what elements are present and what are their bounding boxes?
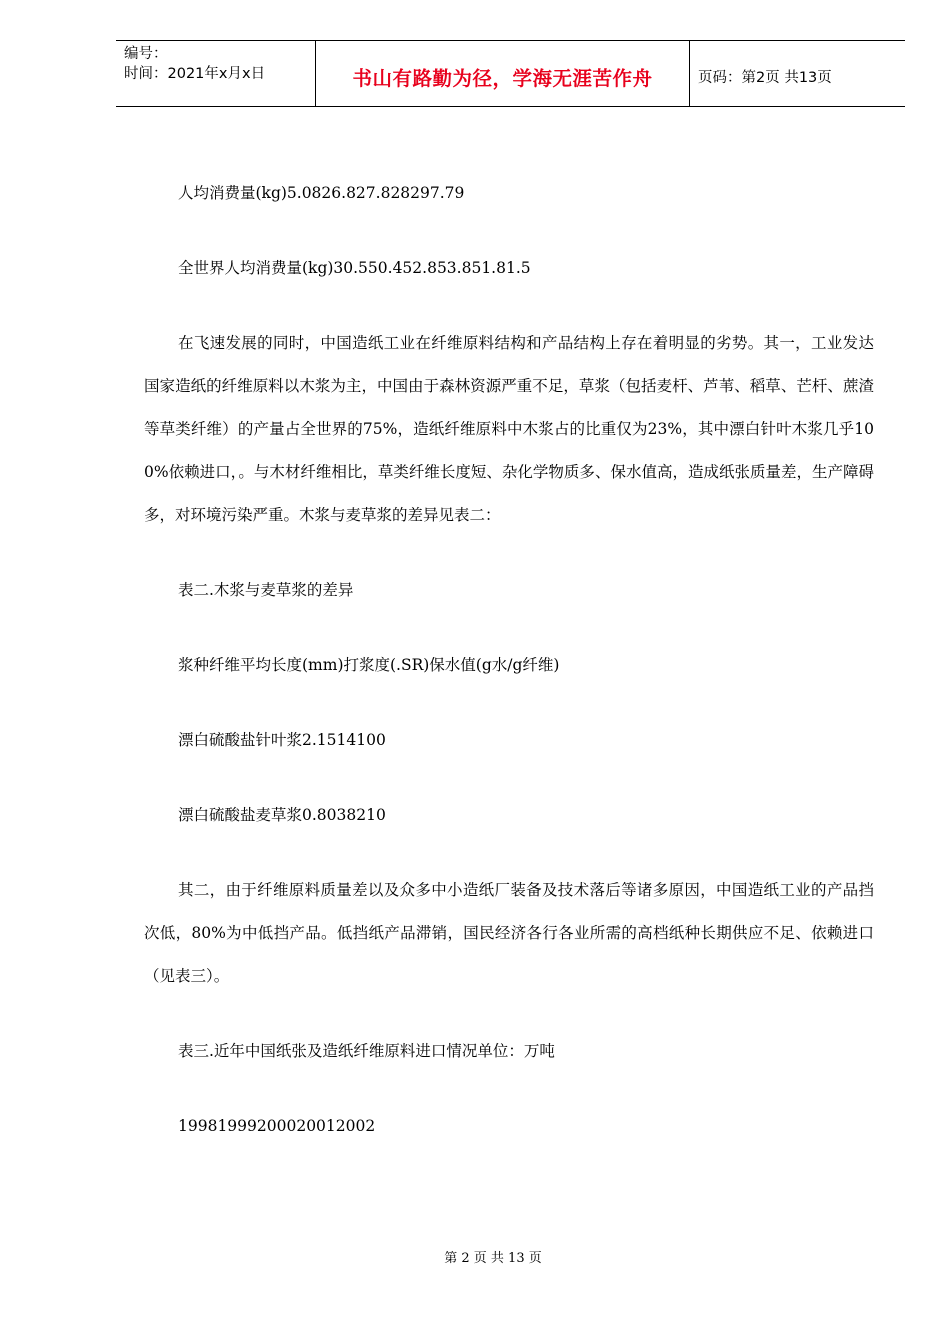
- page-header: [116, 40, 905, 107]
- table-header-row: 19981999200020012002: [178, 1117, 376, 1135]
- date-line: 时间：2021年x月x日: [124, 66, 266, 82]
- document-body: [144, 172, 874, 1180]
- header-page-info: 页码：第2页 共13页: [698, 70, 832, 86]
- body-paragraph: 全世界人均消费量(kg)30.550.452.853.851.81.5: [178, 259, 531, 277]
- body-paragraph: 在飞速发展的同时，中国造纸工业在纤维原料结构和产品结构上存在着明显的劣势。其一，工业发达国家造纸的纤维原料以木浆为主，中国由于森林资源严重不足，草浆（包括麦杆、芦苇、稻草、芒杆、蔗渣等草类纤维）的产量占全世界的75%，造纸纤维原料中木浆占的比重仅为23%，其中漂白针叶木浆几乎100%依赖进口，。与木材纤维相比，草类纤维长度短、杂化学物质多、保水值高，造成纸张质量差，生产障碍多，对环境污染严重。木浆与麦草浆的差异见表二：: [144, 334, 874, 524]
- table-row: 漂白硫酸盐麦草浆0.8038210: [178, 806, 386, 824]
- table-caption: 表二.木浆与麦草浆的差异: [178, 581, 354, 599]
- footer-page-number: 第 2 页 共 13 页: [444, 1251, 542, 1266]
- table-caption: 表三.近年中国纸张及造纸纤维原料进口情况单位：万吨: [178, 1042, 555, 1060]
- body-paragraph: 其二，由于纤维原料质量差以及众多中小造纸厂装备及技术落后等诸多原因，中国造纸工业的产品挡次低，80%为中低挡产品。低挡纸产品滞销，国民经济各行各业所需的高档纸种长期供应不足、依赖进口（见表三）。: [144, 881, 874, 985]
- doc-number-label: 编号：: [124, 46, 168, 62]
- page-footer: [0, 1247, 950, 1266]
- table-header-row: 浆种纤维平均长度(mm)打浆度(.SR)保水值(g水/g纤维): [178, 656, 560, 674]
- header-divider: [689, 41, 690, 107]
- table-row: 漂白硫酸盐针叶浆2.1514100: [178, 731, 386, 749]
- header-meta: [124, 44, 314, 84]
- header-motto: 书山有路勤为径，学海无涯苦作舟: [352, 67, 653, 90]
- body-paragraph: 人均消费量(kg)5.0826.827.828297.79: [178, 184, 465, 202]
